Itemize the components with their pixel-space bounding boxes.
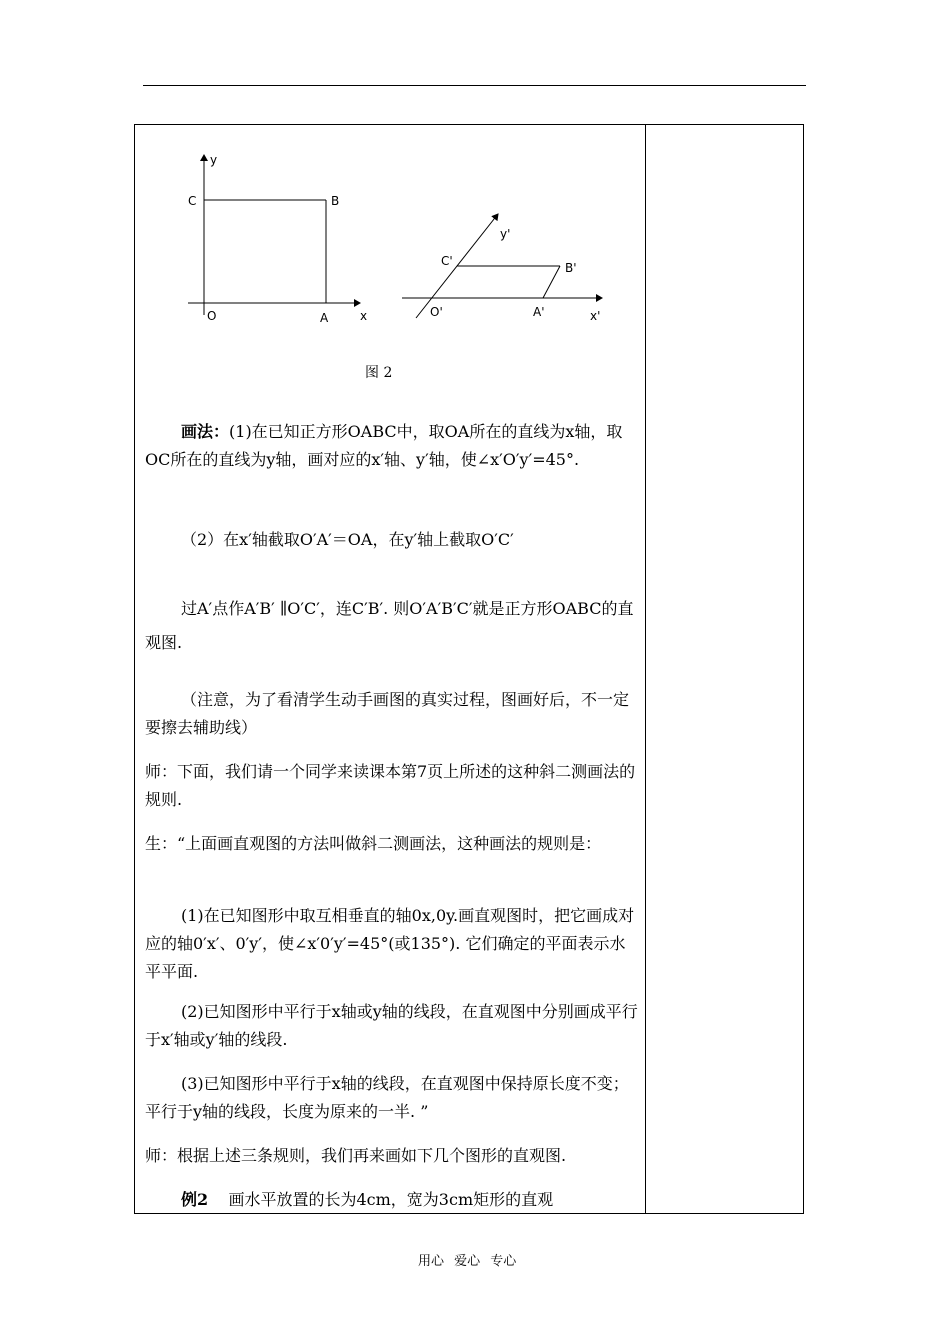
edge-b-a-prime (543, 266, 560, 298)
label-a-prime: A' (533, 305, 545, 319)
label-x: x (360, 309, 368, 323)
label-y: y (210, 153, 218, 167)
label-y-prime: y' (500, 227, 511, 241)
table-column-divider (645, 124, 646, 1214)
label-b: B (331, 194, 340, 208)
label-c: C (188, 194, 197, 208)
label-b-prime: B' (565, 261, 577, 275)
label-o: O (207, 309, 217, 323)
paragraph-method-3: 过A′点作A′B′ ∥O′C′，连C′B′. 则O′A′B′C′就是正方形OABC的直观图. (145, 599, 634, 652)
figure-caption: 图 2 (365, 365, 393, 381)
square-oabc (188, 153, 367, 325)
paragraph-method-2: （2）在x′轴截取O′A′＝OA，在y′轴上截取O′C′ (181, 530, 514, 549)
figure-2 (180, 150, 620, 350)
paragraph-teacher-1: 师：下面，我们请一个同学来读课本第7页上所述的这种斜二测画法的规则. (145, 762, 636, 809)
parallelogram-oabc-prime (402, 214, 602, 323)
paragraph-student: 生：“上面画直观图的方法叫做斜二测画法，这种画法的规则是： (145, 834, 602, 853)
paragraph-rule-1: (1)在已知图形中取互相垂直的轴0x,0y.画直观图时，把它画成对应的轴0′x′、0′y′，使∠x′0′y′=45°(或135°). 它们确定的平面表示水平平面. (145, 906, 635, 981)
page-footer: 用心 爱心 专心 (418, 1254, 517, 1269)
paragraph-example-2: 例2 画水平放置的长为4cm，宽为3cm矩形的直观 (181, 1190, 554, 1209)
paragraph-rule-2: (2)已知图形中平行于x轴或y轴的线段，在直观图中分别画成平行于x′轴或y′轴的线段. (145, 1002, 638, 1049)
label-x-prime: x' (590, 309, 601, 323)
paragraph-rule-3: (3)已知图形中平行于x轴的线段，在直观图中保持原长度不变；平行于y轴的线段，长度为原来的一半. ” (145, 1074, 629, 1121)
paragraph-teacher-2: 师：根据上述三条规则，我们再来画如下几个图形的直观图. (145, 1146, 567, 1165)
label-a: A (320, 311, 329, 325)
header-rule (143, 85, 806, 86)
example-label: 例2 (181, 1190, 209, 1209)
label-c-prime: C' (441, 254, 453, 268)
method-label: 画法： (181, 422, 230, 441)
paragraph-note: （注意，为了看清学生动手画图的真实过程，图画好后，不一定要擦去辅助线） (145, 690, 630, 737)
label-o-prime: O' (430, 305, 443, 319)
paragraph-method-1: 画法：(1)在已知正方形OABC中，取OA所在的直线为x轴，取OC所在的直线为y轴，画对应的x′轴、y′轴，使∠x′O′y′=45°. (145, 422, 623, 469)
